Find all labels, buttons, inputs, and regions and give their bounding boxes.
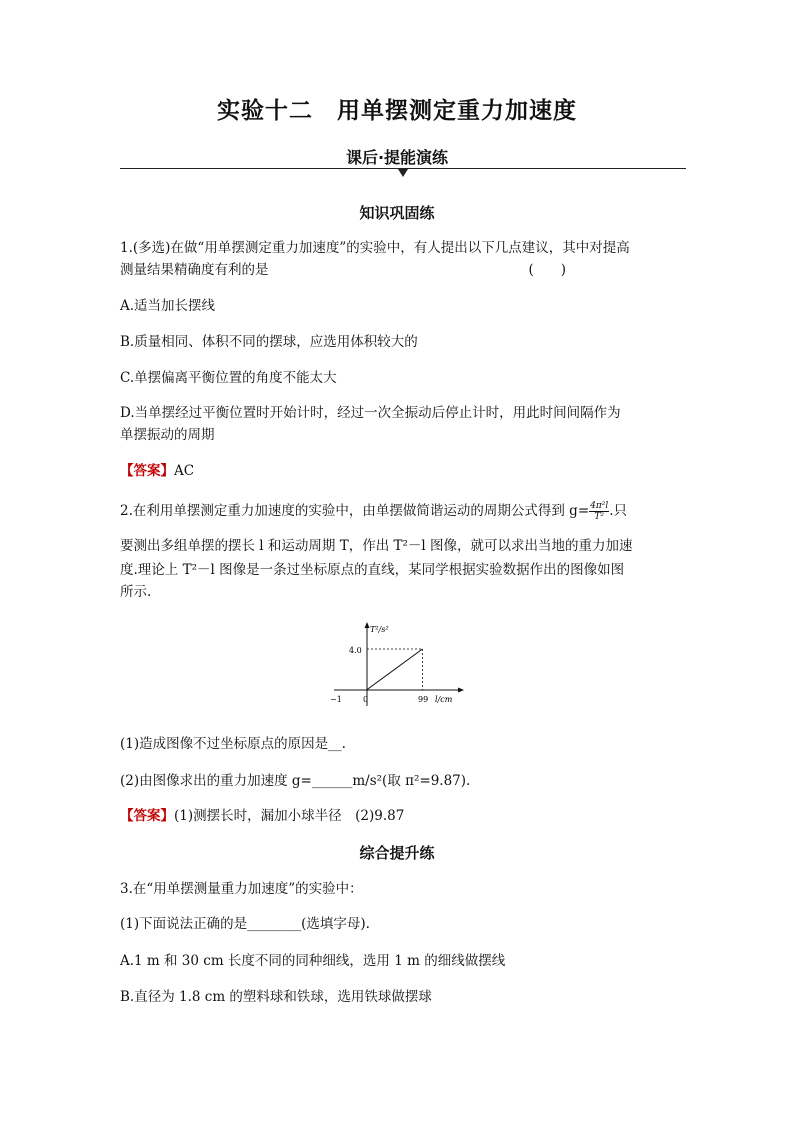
x-tick-label-99: 99 xyxy=(418,695,429,704)
q2-line3: 度.理论上 T²－l 图像是一条过坐标原点的直线，某同学根据实验数据作出的图像如图 xyxy=(120,562,625,578)
t2-l-graph xyxy=(330,618,470,710)
q1-answer-paren: ( ) xyxy=(528,262,566,278)
y-axis-label: T²/s² xyxy=(370,625,389,634)
x-axis-label: l/cm xyxy=(435,695,453,704)
q3-option-b: B.直径为 1.8 cm 的塑料球和铁球，选用铁球做摆球 xyxy=(120,989,432,1005)
q2-sub2: (2)由图像求出的重力加速度 g=______m/s²(取 π²=9.87). xyxy=(120,773,471,789)
q2-answer xyxy=(120,805,686,827)
page-subtitle: 课后·提能演练 xyxy=(345,148,449,167)
formula-denominator: T² xyxy=(594,512,604,522)
q1-answer xyxy=(120,460,686,482)
y-axis-arrow-icon xyxy=(365,622,370,628)
x-tick-label-0: 0 xyxy=(363,695,369,704)
q3-option-a: A.1 m 和 30 cm 长度不同的同种细线，选用 1 m 的细线做摆线 xyxy=(120,953,506,969)
x-axis-arrow-icon xyxy=(458,688,464,693)
y-tick-label: 4.0 xyxy=(349,646,362,655)
q2-sub1: (1)造成图像不过坐标原点的原因是__. xyxy=(120,736,346,752)
q1-option-d: D.当单摆经过平衡位置时开始计时，经过一次全振动后停止计时，用此时间间隔作为 xyxy=(120,405,621,421)
q1-stem-line2 xyxy=(120,259,686,281)
q1-stem-text: 测量结果精确度有利的是 xyxy=(120,262,269,278)
q1-option-c: C.单摆偏离平衡位置的角度不能太大 xyxy=(120,370,337,386)
x-tick-label-neg1: −1 xyxy=(330,695,342,704)
page-title: 实验十二 用单摆测定重力加速度 xyxy=(217,98,577,124)
q2-line4: 所示. xyxy=(120,584,152,600)
triangle-down-icon xyxy=(398,169,408,177)
formula-numerator: 4π²l xyxy=(590,501,609,511)
section-heading-advanced: 综合提升练 xyxy=(359,844,435,862)
q2-line1-text: 2.在利用单摆测定重力加速度的实验中，由单摆做简谐运动的周期公式得到 g= xyxy=(120,503,590,519)
q3-sub1: (1)下面说法正确的是________(选填字母). xyxy=(120,916,370,932)
q2-answer-text: (1)测摆长时，漏加小球半径 (2)9.87 xyxy=(174,808,405,824)
q1-option-a: A.适当加长摆线 xyxy=(120,298,216,314)
q1-stem-line1: 1.(多选)在做“用单摆测定重力加速度”的实验中，有人提出以下几点建议，其中对提高 xyxy=(120,240,630,256)
section-heading-basic: 知识巩固练 xyxy=(359,204,435,222)
answer-tag: 【答案】 xyxy=(120,463,174,479)
q3-stem: 3.在“用单摆测量重力加速度”的实验中： xyxy=(120,881,363,897)
series-line xyxy=(366,649,422,690)
answer-tag: 【答案】 xyxy=(120,808,174,824)
formula-fraction xyxy=(589,501,609,522)
q2-line1-end: .只 xyxy=(609,503,628,519)
q2-line2: 要测出多组单摆的摆长 l 和运动周期 T，作出 T²－l 图像，就可以求出当地的重力加速 xyxy=(120,538,633,554)
q1-option-d-line2: 单摆振动的周期 xyxy=(120,427,215,443)
q2-line1 xyxy=(120,500,686,522)
q1-option-b: B.质量相同、体积不同的摆球，应选用体积较大的 xyxy=(120,334,418,350)
q1-answer-text: AC xyxy=(174,463,195,479)
